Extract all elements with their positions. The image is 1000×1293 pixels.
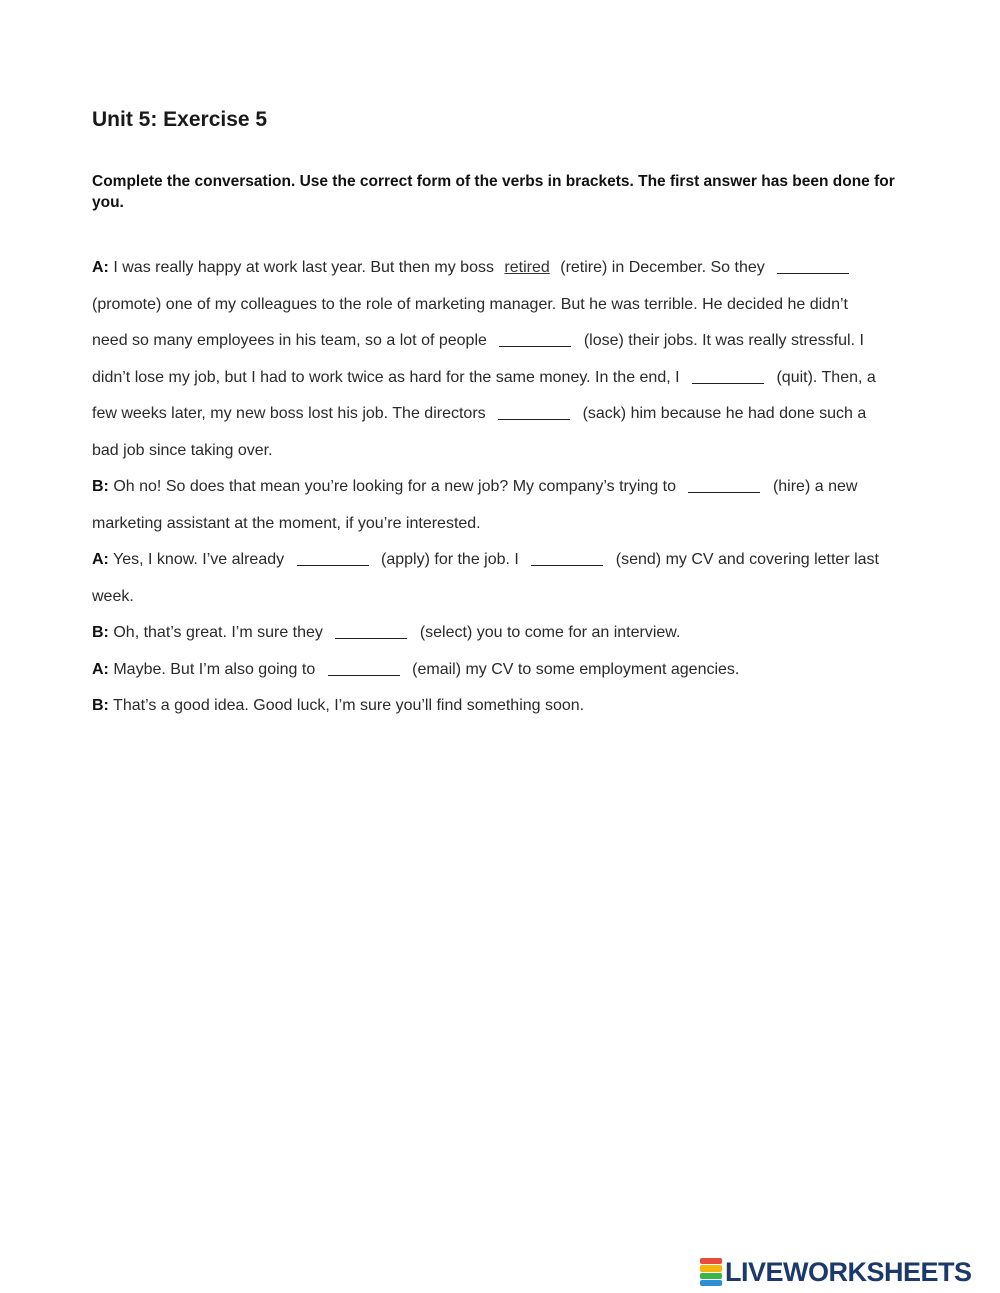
line-text: (select) you to come for an interview.	[419, 624, 681, 641]
liveworksheets-logo[interactable]	[700, 1256, 972, 1288]
example-answer: retired	[504, 259, 550, 276]
line-text: (retire) in December. So they	[560, 259, 765, 276]
line-text: didn’t lose my job, but I had to work twice as hard for the same money. In the end, I	[92, 368, 680, 386]
line-text: (lose) their jobs. It was really stressful. I	[583, 332, 864, 349]
line-text: Maybe. But I’m also going to	[113, 660, 316, 678]
line-text: (quit). Then, a	[776, 368, 876, 386]
line-text: need so many employees in his team, so a lot of people	[92, 332, 487, 349]
dialogue-line	[92, 433, 273, 469]
logo-block	[700, 1280, 722, 1286]
page-title: Unit 5: Exercise 5	[92, 108, 268, 131]
dialogue-line	[92, 652, 739, 688]
dialogue-line	[92, 469, 857, 505]
line-text: (hire) a new	[772, 478, 858, 495]
logo-text: LIVEWORKSHEETS	[725, 1256, 972, 1287]
dialogue-line	[92, 506, 481, 542]
line-text: Oh no! So does that mean you’re looking for a new job? My company’s trying to	[113, 478, 677, 495]
line-text: (send) my CV and covering letter last	[615, 551, 879, 568]
dialogue-line	[92, 579, 134, 615]
answer-blank-3[interactable]	[692, 367, 764, 384]
line-text: (promote) one of my colleagues to the role of marketing manager. But he was terrible. He decided he didn’t	[92, 295, 848, 313]
speaker-label: A:	[92, 551, 109, 568]
line-text: (apply) for the job. I	[381, 551, 519, 568]
line-text: I was really happy at work last year. But then my boss	[113, 259, 494, 276]
speaker-label: B:	[92, 697, 109, 714]
speaker-label: B:	[92, 478, 109, 495]
answer-blank-9[interactable]	[328, 659, 400, 676]
logo-block	[700, 1265, 722, 1271]
logo-block	[700, 1273, 722, 1279]
dialogue-line	[92, 360, 876, 396]
answer-blank-7[interactable]	[531, 549, 603, 566]
answer-blank-8[interactable]	[335, 622, 407, 639]
dialogue-line	[92, 250, 857, 286]
line-text: (sack) him because he had done such a	[582, 405, 867, 422]
speaker-label: B:	[92, 624, 109, 641]
line-text: (email) my CV to some employment agencies.	[412, 660, 740, 678]
line-text: few weeks later, my new boss lost his job. The directors	[92, 405, 486, 422]
line-text: Oh, that’s great. I’m sure they	[113, 624, 323, 641]
line-text: Yes, I know. I’ve already	[113, 551, 285, 568]
line-text: week.	[92, 587, 134, 605]
dialogue-line	[92, 396, 866, 432]
dialogue-line	[92, 287, 848, 323]
answer-blank-5[interactable]	[688, 476, 760, 493]
dialogue-line	[92, 688, 584, 724]
instructions: Complete the conversation. Use the correct form of the verbs in brackets. The first answer has been done for you.	[92, 173, 895, 211]
line-text: bad job since taking over.	[92, 441, 273, 459]
logo-block	[700, 1258, 722, 1264]
dialogue-line	[92, 542, 879, 578]
liveworksheets-logo-icon	[700, 1258, 722, 1286]
answer-blank-1[interactable]	[777, 257, 849, 274]
answer-blank-2[interactable]	[499, 330, 571, 347]
answer-blank-4[interactable]	[498, 403, 570, 420]
dialogue-line	[92, 615, 680, 651]
speaker-label: A:	[92, 259, 109, 276]
line-text: marketing assistant at the moment, if you’re interested.	[92, 514, 481, 532]
dialogue-line	[92, 323, 864, 359]
answer-blank-6[interactable]	[297, 549, 369, 566]
speaker-label: A:	[92, 660, 109, 678]
line-text: That’s a good idea. Good luck, I’m sure you’ll find something soon.	[113, 697, 585, 714]
